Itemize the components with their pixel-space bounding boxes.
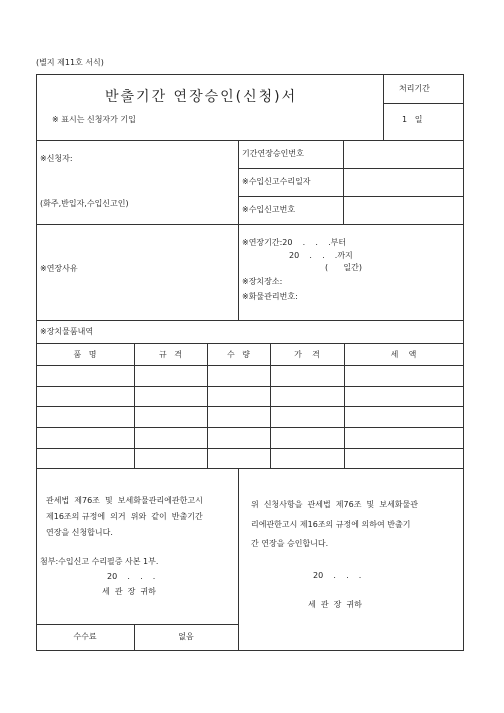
goods-column-header: 가 격 [294,350,320,359]
storage-place-label: ※장치장소: [242,277,283,286]
table-row[interactable] [37,366,463,386]
application-text-line1: 관세법 제76조 및 보세화물관리에관한고시 [46,496,203,505]
table-row[interactable] [37,449,463,468]
form-note: ※ 표시는 신청자가 기입 [52,115,136,124]
form-number: (별지 제11호 서식) [36,58,104,67]
form-title: 반출기간 연장승인(신청)서 [105,89,298,105]
applicant-label: ※신청자: [40,154,73,163]
declaration-number-field[interactable] [344,197,463,224]
application-text-line2: 제16조의 규정에 의거 위와 같이 반출기간 [46,512,203,521]
goods-column-header: 품 명 [73,350,97,359]
goods-column-header: 규 격 [158,350,183,359]
fee-label: 수수료 [73,632,97,641]
table-row[interactable] [37,407,463,427]
approval-text-line2: 리에관한고시 제16조의 규정에 의하여 반출기 [251,520,411,529]
application-text-line3: 연장을 신청합니다. [46,528,113,537]
approval-text-line1: 위 신청사항을 관세법 제76조 및 보세화물관 [251,500,418,509]
applicant-sublabel: (화주,반입자,수입신고인) [40,199,129,208]
application-date: 20 . . . [107,572,156,581]
declaration-number-label: ※수입신고번호 [242,205,296,214]
extension-period-line3: ( 일간) [325,263,362,272]
approval-addressee: 세 관 장 귀하 [308,600,362,609]
attachment-text: 첨부:수입신고 수리필증 사본 1부. [40,557,159,566]
cargo-number-label: ※화물관리번호: [242,292,298,301]
extension-reason-label: ※연장사유 [40,264,78,273]
application-addressee: 세 관 장 귀하 [102,587,156,596]
table-row[interactable] [37,428,463,448]
accept-date-label: ※수입신고수리일자 [242,177,311,186]
fee-value: 없음 [178,632,194,641]
goods-column-header: 세 액 [390,350,417,359]
goods-column-header: 수 량 [226,350,251,359]
processing-period-label: 처리기간 [399,84,430,93]
approval-date: 20 . . . [313,571,362,580]
table-row[interactable] [37,387,463,406]
extension-period-line2: 20 . . .까지 [289,251,353,260]
approval-number-field[interactable] [344,141,463,168]
accept-date-field[interactable] [344,169,463,196]
approval-text-line3: 간 연장을 승인합니다. [251,539,329,548]
processing-period-value: 1 일 [402,115,423,124]
extension-period-line1: ※연장기간:20 . . .부터 [242,238,347,247]
goods-label: ※장치물품내역 [40,327,94,336]
approval-number-label: 기간연장승인번호 [242,149,304,158]
